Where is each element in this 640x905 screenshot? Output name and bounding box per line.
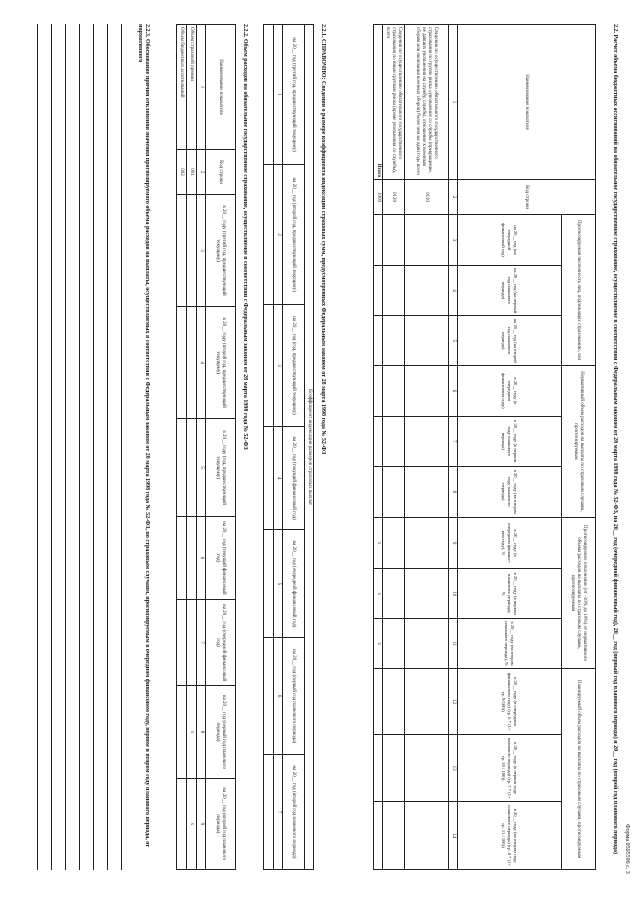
sub-header: в 20__ году (в очередном финансовом году) (гр. 6 * (1+ гр. 9/100)) <box>458 669 562 735</box>
section-2-2-1-title: 2.2.1. СПРАВОЧНО: Сведения о размере коэффициента индексации страховых сумм, предусмотренных Федеральным законом от 28 марта 1998 года № 52-ФЗ <box>320 24 326 455</box>
coef-col-header: на 20__ год (первый год планового периода) <box>283 638 305 755</box>
sub-header: в 20__ году (в первом году планового периода) <box>458 416 562 466</box>
col-num: 5 <box>197 419 206 517</box>
col-num: 3 <box>274 305 283 427</box>
col-num: 3 <box>449 215 458 266</box>
table-cell[interactable] <box>374 802 383 870</box>
table-cell[interactable] <box>383 735 405 802</box>
table-cell[interactable] <box>187 195 197 307</box>
text-line <box>65 24 66 870</box>
text-line <box>121 24 122 870</box>
table-cell[interactable] <box>264 25 274 165</box>
year-col-header: в 20__ году (год, предшествующий текущему) <box>206 419 236 517</box>
table-cell[interactable] <box>405 619 449 669</box>
coef-header: Коэффициент индексации размеров страховых выплат <box>305 25 314 870</box>
table-cell[interactable] <box>405 802 449 870</box>
col-num: 1 <box>197 25 206 150</box>
col-num: 12 <box>449 669 458 735</box>
table-cell[interactable] <box>383 619 405 669</box>
col-num: 7 <box>197 599 206 685</box>
table-cell[interactable] <box>187 517 197 600</box>
coef-col-header: на 20__ год (год, предшествующий текущему) <box>283 305 305 427</box>
table-cell[interactable] <box>383 466 405 517</box>
table-cell[interactable] <box>383 569 405 619</box>
table-cell[interactable] <box>405 416 449 466</box>
year-col-header: в 20__ году (второй год, предшествующий текущему) <box>206 307 236 419</box>
sub-header: в 20__ году (во втором году планового периода) (гр. 8 * (1+ гр. 11 / 100)) <box>458 802 562 870</box>
table-cell[interactable] <box>405 215 449 266</box>
sub-header: на 20__ год (на первый год планового периода) <box>458 265 562 315</box>
table-cell[interactable] <box>374 466 383 517</box>
col-num: 6 <box>197 517 206 600</box>
table-cell[interactable] <box>383 416 405 466</box>
x-mark: x <box>187 686 197 778</box>
col-num: 7 <box>274 754 283 869</box>
rotated-form <box>8 12 628 892</box>
table-cell[interactable] <box>383 802 405 870</box>
table-2-2-2 <box>176 24 236 870</box>
table-cell[interactable] <box>383 316 405 366</box>
table-cell[interactable] <box>264 426 274 530</box>
table-2-2-1 <box>263 24 314 870</box>
header-code: Код строки <box>206 150 236 195</box>
sub-header: на 20__ год (на второй год планового периода) <box>458 316 562 366</box>
table-cell[interactable] <box>405 316 449 366</box>
table-cell[interactable] <box>405 669 449 735</box>
col-num: 2 <box>274 165 283 305</box>
col-num: 11 <box>449 619 458 669</box>
col-num: 8 <box>449 466 458 517</box>
table-cell[interactable] <box>187 599 197 685</box>
year-col-header: на 20__ год (очередной финансовый год) <box>206 599 236 685</box>
table-cell[interactable] <box>264 638 274 755</box>
row-label: Объем бюджетных ассигнований <box>177 25 187 150</box>
table-cell[interactable] <box>405 466 449 517</box>
x-mark: x <box>374 569 383 619</box>
table-cell[interactable] <box>383 669 405 735</box>
table-cell[interactable] <box>405 366 449 417</box>
table-cell[interactable] <box>264 754 274 869</box>
text-line <box>79 24 80 870</box>
table-cell[interactable] <box>374 215 383 266</box>
col-num: 8 <box>197 686 206 778</box>
x-mark: x <box>374 619 383 669</box>
row-label: Сведения по осуществлению обязательного государственного страхования по иным группам риска (кроме увольнения со службы), всего <box>383 25 405 180</box>
col-num: 3 <box>197 195 206 307</box>
table-cell[interactable] <box>177 686 187 778</box>
table-cell[interactable] <box>405 265 449 315</box>
table-cell[interactable] <box>177 195 187 307</box>
table-cell[interactable] <box>374 416 383 466</box>
table-cell[interactable] <box>405 569 449 619</box>
table-cell[interactable] <box>405 517 449 569</box>
col-num: 9 <box>197 778 206 869</box>
table-cell[interactable] <box>187 419 197 517</box>
col-num: 4 <box>274 426 283 530</box>
table-2-2 <box>373 24 596 870</box>
coef-col-header: на 20__ год (очередной финансовый год) <box>283 530 305 638</box>
header-group-4: Планируемый объем расходов на выплаты по страховым случаям, прогнозируемым <box>562 669 596 870</box>
table-cell[interactable] <box>177 599 187 685</box>
section-2-2-3-title: 2.2.3. Обоснование причин отклонения значения прогнозируемого объема расходов на выплаты, осуществляемых в соответствии с Федеральным законом от 28 марта 1998 года № 52-ФЗ, по страховым случаям, прогнозируемым в очередном финансовом году, первом и втором году планового периода, от нормативного <box>137 24 150 848</box>
col-num: 2 <box>449 180 458 215</box>
header-group-1: Прогнозируемая численность лиц, подлежащих страхованию, чел <box>562 215 596 366</box>
sub-header: в 20__ году (в очередном финансо-вом году), % <box>458 517 562 569</box>
table-cell[interactable] <box>177 517 187 600</box>
total-label: Итого <box>374 25 383 180</box>
row-label: Сведения по осуществлению обязательного государственного страхования по группе риска «увольнение со службы (прекращение, не давших увольнения на службу, службы, отношение к военным сборам или окончания военных сборов) более чем на один год» всего <box>405 25 449 180</box>
total-code: 1000 <box>374 180 383 215</box>
year-col-header: на 20__ год (первый год планового периода) <box>206 686 236 778</box>
form-number: Форма 0505596 с. 3 <box>624 824 630 874</box>
row-label: Объем страховой премии <box>187 25 197 150</box>
x-mark: x <box>374 517 383 569</box>
table-cell[interactable] <box>374 366 383 417</box>
row-code: 002 <box>177 150 187 195</box>
text-line <box>107 24 108 870</box>
year-col-header: в 20__ году (третий год, предшествующий текущему) <box>206 195 236 307</box>
sub-header: в 20__ году (в очередном финансовом году) <box>458 366 562 417</box>
coef-col-header: на 20__ год (третий год, предшествующий текущему) <box>283 25 305 165</box>
col-num: 5 <box>274 530 283 638</box>
sub-header: в 20__ году (в первом планового периода), % <box>458 569 562 619</box>
section-2-2-title: 2.2. Расчет объема бюджетных ассигнований на обязательное государственное страхование, осуществляемое в соответствии с Федеральным законом от 28 марта 1998 года № 52-ФЗ, на 20__ год (очередной финансовый год), 20__ год (первый год планового периода) и 20__ год (второй год планового периода) <box>612 24 618 854</box>
sub-header: на 20__ год (на очередной финансовый год) <box>458 215 562 266</box>
coef-col-header: на 20__ год (второй год планового периода) <box>283 754 305 869</box>
year-col-header: на 20__ год (текущий финансовый год) <box>206 517 236 600</box>
col-num: 5 <box>449 316 458 366</box>
coef-col-header: на 20__ год (второй год, предшествующий текущему) <box>283 165 305 305</box>
col-num: 4 <box>197 307 206 419</box>
section-2-2-2-title: 2.2.2. Объем расходов на обязательное государственное страхование, осуществляемое в соответствии с Федеральным законом от 28 марта 1998 года № 52-ФЗ <box>242 24 248 450</box>
table-cell[interactable] <box>383 517 405 569</box>
table-cell[interactable] <box>374 735 383 802</box>
table-cell[interactable] <box>177 307 187 419</box>
header-name: Наименование показателя <box>206 25 236 150</box>
col-num: 6 <box>449 366 458 417</box>
col-num: 14 <box>449 802 458 870</box>
table-cell[interactable] <box>374 316 383 366</box>
col-num: 1 <box>274 25 283 165</box>
col-num: 10 <box>449 569 458 619</box>
sub-header: в 20__ году (во втором году планового периода) <box>458 466 562 517</box>
row-code: 001 <box>187 150 197 195</box>
table-cell[interactable] <box>177 419 187 517</box>
col-num: 7 <box>449 416 458 466</box>
header-code: Код строки <box>458 180 596 215</box>
coef-col-header: на 20__ год (текущий финансовый год) <box>283 426 305 530</box>
table-cell[interactable] <box>405 735 449 802</box>
text-line <box>51 24 52 870</box>
col-num: 4 <box>449 265 458 315</box>
table-cell[interactable] <box>264 305 274 427</box>
header-group-3: Прогнозируемое отклонение (от -10% до 10%) от нормативного объема расходов на выплаты по страховым случаям, прогнозируемым <box>562 517 596 669</box>
col-num: 1 <box>449 25 458 180</box>
col-num: 6 <box>274 638 283 755</box>
col-num: 9 <box>449 517 458 569</box>
table-cell[interactable] <box>383 366 405 417</box>
table-cell[interactable] <box>374 265 383 315</box>
table-cell[interactable] <box>374 669 383 735</box>
header-group-2: Нормативный объем расходов на выплаты по страховым случаям, прогнозируемым <box>562 366 596 518</box>
table-cell[interactable] <box>383 265 405 315</box>
col-num: 13 <box>449 735 458 802</box>
table-cell[interactable] <box>177 778 187 869</box>
text-line <box>37 24 38 870</box>
header-name: Наименование показателя <box>458 25 596 180</box>
col-num: 2 <box>197 150 206 195</box>
sub-header: в 20__ году (во втором планового периода), % <box>458 619 562 669</box>
row-code: 0120 <box>383 180 405 215</box>
x-mark: x <box>187 778 197 869</box>
table-cell[interactable] <box>264 165 274 305</box>
sub-header: в 20__ году (в первом году планового периода) (гр. 7 * (1+ гр. 10 / 100)) <box>458 735 562 802</box>
year-col-header: на 20__ год (второй год планового периода) <box>206 778 236 869</box>
text-line <box>93 24 94 870</box>
table-cell[interactable] <box>264 530 274 638</box>
table-cell[interactable] <box>383 215 405 266</box>
row-code: 0110 <box>405 180 449 215</box>
table-cell[interactable] <box>187 307 197 419</box>
